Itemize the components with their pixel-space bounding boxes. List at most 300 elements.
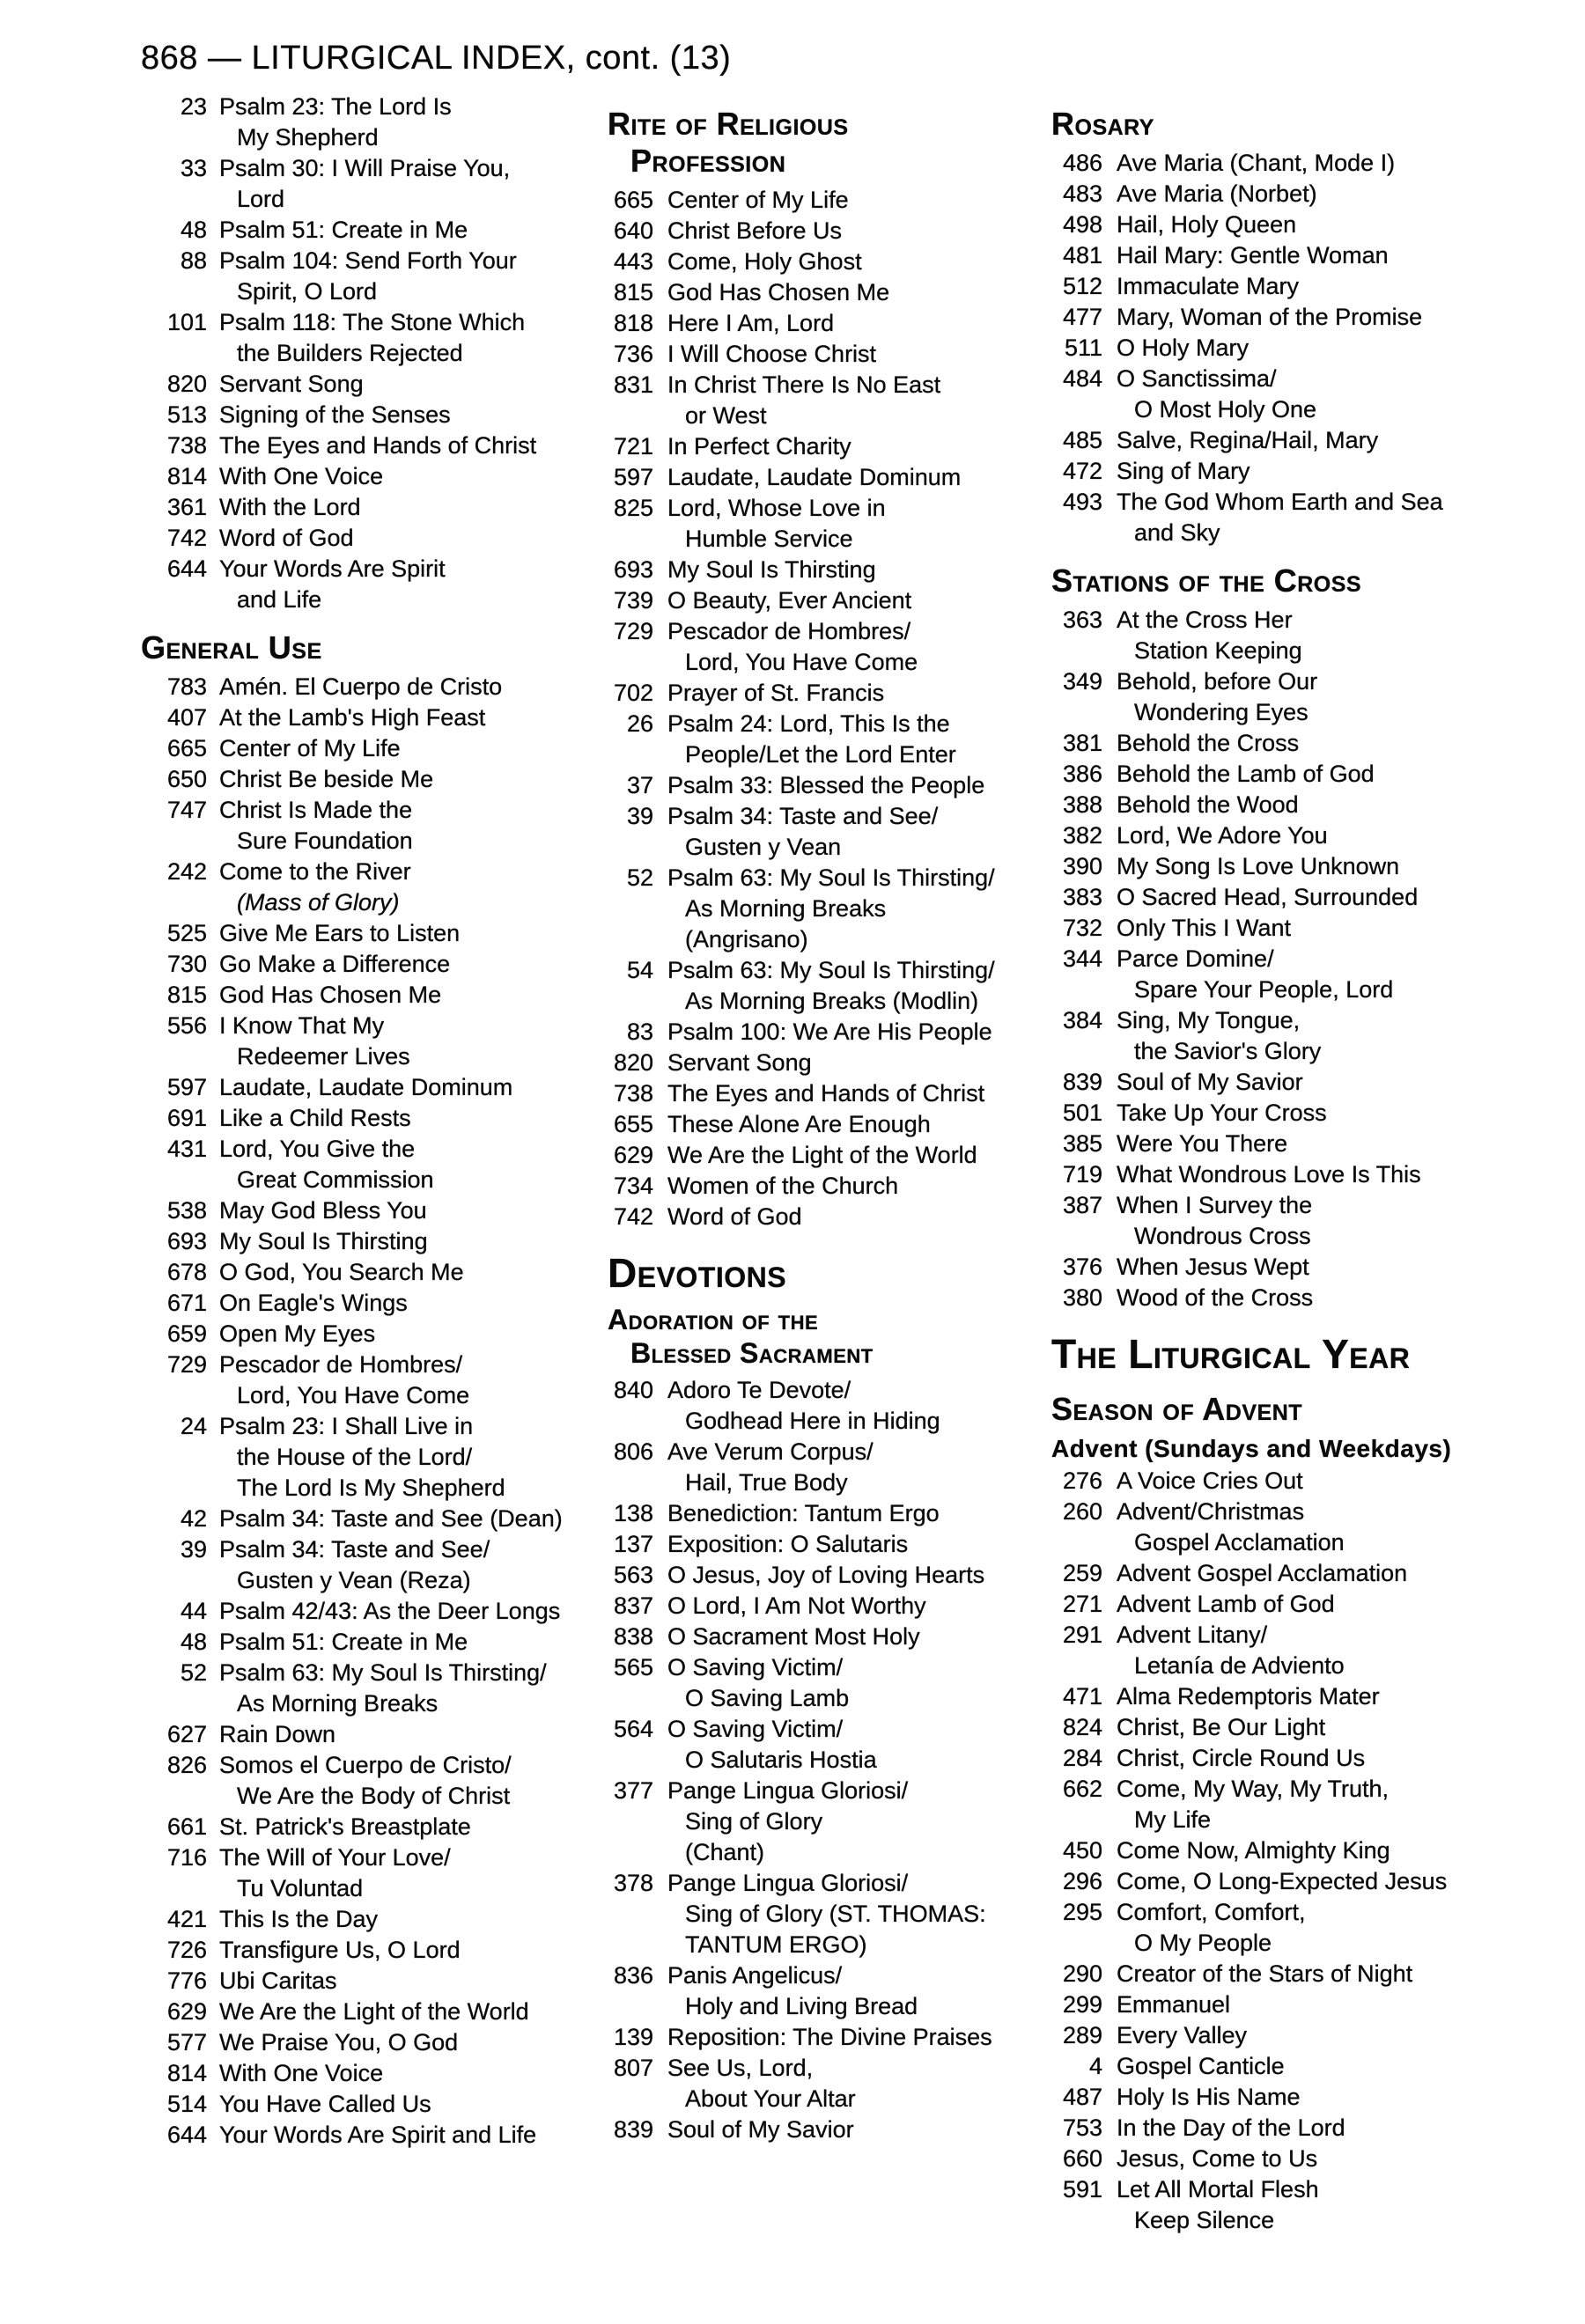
hymn-title (219, 1504, 563, 1534)
hymn-title-line: Pescador de Hombres/ (667, 618, 911, 644)
index-entry (1051, 820, 1580, 851)
hymn-title-line: Salve, Regina/Hail, Mary (1117, 427, 1379, 453)
index-entry (141, 369, 608, 400)
hymn-title (667, 678, 884, 709)
hymn-title (1117, 913, 1291, 944)
hymn-title (219, 2058, 383, 2089)
index-entry (141, 1997, 608, 2027)
index-entry (1051, 851, 1580, 882)
hymn-title (1117, 1897, 1306, 1959)
index-entry (1051, 666, 1580, 728)
index-entry (1051, 1897, 1580, 1959)
index-entry (608, 863, 1051, 955)
hymn-title (1117, 1129, 1287, 1159)
hymn-number: 511 (1064, 335, 1102, 361)
hymn-number: 386 (1062, 761, 1102, 787)
index-entry (1051, 1620, 1580, 1681)
hymn-number: 525 (166, 920, 207, 946)
hymn-title (1117, 302, 1422, 333)
index-entry (1051, 1774, 1580, 1835)
hymn-number: 514 (166, 2091, 207, 2117)
hymn-title (667, 246, 862, 277)
index-entry (608, 1437, 1051, 1498)
hymn-title-line: Jesus, Come to Us (1117, 2145, 1318, 2172)
hymn-number: 52 (180, 1659, 207, 1686)
index-entry (141, 307, 608, 369)
hymn-number: 431 (166, 1136, 207, 1162)
hymn-title-line: Keep Silence (1134, 2207, 1275, 2233)
column-3 (1051, 92, 1580, 2236)
hymn-title-line: Psalm 33: Blessed the People (667, 772, 985, 798)
hymn-title-line: Word of God (667, 1203, 802, 1230)
index-entry (1051, 425, 1580, 456)
hymn-title (1117, 1712, 1325, 1743)
index-entry (608, 2053, 1051, 2114)
hymn-number: 776 (166, 1967, 207, 1994)
hymn-title-line: TANTUM ERGO) (685, 1931, 867, 1958)
hymn-title-line: Comfort, Comfort, (1117, 1899, 1306, 1925)
hymn-title-line: Signing of the Senses (219, 401, 451, 428)
hymn-title (219, 461, 383, 492)
hymn-number: 691 (166, 1105, 207, 1131)
hymn-title-line: Psalm 51: Create in Me (219, 1629, 468, 1655)
index-entry (608, 1714, 1051, 1776)
hymn-title-line: These Alone Are Enough (667, 1111, 931, 1137)
hymn-number: 732 (1062, 915, 1102, 941)
hymn-number: 721 (613, 433, 653, 460)
hymn-title-line: Parce Domine/ (1117, 945, 1274, 972)
hymn-title (219, 1319, 375, 1350)
hymn-number: 484 (1062, 365, 1102, 392)
hymn-number: 702 (613, 680, 653, 706)
hymn-title-line: In Perfect Charity (667, 433, 851, 460)
hymn-number: 512 (1062, 273, 1102, 299)
hymn-title (667, 216, 842, 246)
hymn-title (1117, 1866, 1447, 1897)
hymn-number: 501 (1062, 1099, 1102, 1126)
index-entry (1051, 2113, 1580, 2144)
hymn-number: 137 (613, 1531, 653, 1557)
hymn-title-line: Adoro Te Devote/ (667, 1377, 851, 1403)
hymn-title-line: Come, Holy Ghost (667, 248, 862, 275)
hymn-title-line: Psalm 100: We Are His People (667, 1019, 992, 1045)
hymn-title (1117, 1681, 1380, 1712)
index-entry (1051, 913, 1580, 944)
hymn-number: 24 (180, 1413, 207, 1439)
page-header: 868 — LITURGICAL INDEX, cont. (13) (141, 40, 732, 77)
hymn-title (667, 863, 995, 955)
hymn-title-line: Sing, My Tongue, (1117, 1007, 1301, 1033)
index-entry (608, 1017, 1051, 1048)
index-entry (1051, 333, 1580, 364)
hymn-number: 738 (613, 1080, 653, 1107)
hymn-title-line: St. Patrick's Breastplate (219, 1813, 471, 1840)
hymn-title-line: Come, My Way, My Truth, (1117, 1776, 1390, 1802)
index-entry (1051, 1129, 1580, 1159)
hymn-title (219, 1750, 512, 1812)
hymn-title (219, 1072, 512, 1103)
hymn-title (219, 1997, 529, 2027)
hymn-number: 477 (1062, 304, 1102, 330)
hymn-number: 83 (626, 1019, 653, 1045)
index-entry (141, 2058, 608, 2089)
hymn-number: 839 (1062, 1069, 1102, 1095)
index-entry (141, 1288, 608, 1319)
section-heading (1051, 106, 1580, 143)
hymn-number: 387 (1062, 1192, 1102, 1218)
hymn-title-line: O Saving Victim/ (667, 1654, 844, 1680)
index-entry (608, 462, 1051, 493)
hymn-number: 693 (613, 556, 653, 583)
hymn-title-line: Like a Child Rests (219, 1105, 411, 1131)
hymn-title-line: When Jesus Wept (1117, 1254, 1309, 1280)
index-entry (141, 1904, 608, 1935)
hymn-title-line: Advent Lamb of God (1117, 1591, 1335, 1617)
index-entry (608, 2114, 1051, 2145)
hymn-title-line: Psalm 42/43: As the Deer Longs (219, 1598, 561, 1624)
hymn-title-line: Mary, Woman of the Promise (1117, 304, 1423, 330)
index-entry (1051, 2082, 1580, 2113)
index-entry (608, 1652, 1051, 1714)
hymn-title-line: O Beauty, Ever Ancient (667, 587, 912, 614)
index-entry (608, 1960, 1051, 2022)
hymn-number: 344 (1062, 945, 1102, 972)
hymn-title-line: Were You There (1117, 1130, 1288, 1157)
index-entry (608, 1109, 1051, 1140)
hymn-title (1117, 1959, 1412, 1989)
hymn-number: 738 (166, 432, 207, 459)
index-entry (1051, 456, 1580, 487)
index-entry (1051, 1712, 1580, 1743)
hymn-title-line: With One Voice (219, 2060, 384, 2086)
hymn-number: 826 (166, 1752, 207, 1778)
index-entry (141, 492, 608, 523)
hymn-title-line: O Sanctissima/ (1117, 365, 1277, 392)
index-entry (608, 1776, 1051, 1868)
index-entry (1051, 1989, 1580, 2020)
hymn-title-line: God Has Chosen Me (667, 279, 890, 305)
hymn-title-line: As Morning Breaks (Modlin) (685, 988, 979, 1014)
hymn-title-line: Come, O Long-Expected Jesus (1117, 1868, 1448, 1894)
hymn-title (219, 1411, 505, 1504)
index-entry (1051, 271, 1580, 302)
index-entry (608, 370, 1051, 431)
index-entry (1051, 605, 1580, 666)
hymn-title (1117, 790, 1299, 820)
heading-line: Devotions (608, 1250, 787, 1296)
hymn-number: 597 (613, 464, 653, 490)
hymn-title-line: the Builders Rejected (237, 340, 463, 366)
hymn-number: 742 (613, 1203, 653, 1230)
hymn-title (1117, 2174, 1319, 2236)
hymn-title (1117, 333, 1249, 364)
index-entry (608, 277, 1051, 308)
hymn-title (667, 955, 995, 1017)
hymn-title (219, 2089, 431, 2120)
hymn-title (1117, 1067, 1303, 1098)
hymn-title (219, 215, 468, 246)
hymn-title-line: Psalm 51: Create in Me (219, 217, 468, 243)
hymn-title-line: Ubi Caritas (219, 1967, 337, 1994)
hymn-title-line: Psalm 63: My Soul Is Thirsting/ (667, 864, 995, 891)
hymn-title (219, 1842, 451, 1904)
hymn-title-line: Christ Is Made the (219, 797, 413, 823)
hymn-title-line: Tu Voluntad (237, 1875, 364, 1901)
hymn-title-line: What Wondrous Love Is This (1117, 1161, 1421, 1188)
hymn-title-line: Hail, True Body (685, 1469, 848, 1496)
section-heading (1051, 1391, 1580, 1428)
hymn-title (1117, 1005, 1321, 1067)
hymn-title (1117, 1190, 1312, 1252)
index-entry (141, 1658, 608, 1719)
hymn-number: 259 (1062, 1560, 1102, 1586)
index-entry (141, 1134, 608, 1195)
hymn-title (667, 462, 961, 493)
hymn-number: 485 (1062, 427, 1102, 453)
hymn-title (1117, 2051, 1285, 2082)
hymn-title-line: Behold, before Our (1117, 668, 1318, 695)
index-entry (141, 554, 608, 615)
hymn-title-line: Pange Lingua Gloriosi/ (667, 1870, 909, 1896)
hymn-number: 824 (1062, 1714, 1102, 1740)
hymn-title (219, 2120, 536, 2151)
hymn-title-line: Christ, Be Our Light (1117, 1714, 1326, 1740)
hymn-number: 818 (613, 310, 653, 336)
hymn-number: 4 (1088, 2053, 1102, 2079)
hymn-title-line: The Eyes and Hands of Christ (667, 1080, 985, 1107)
hymn-title (1117, 820, 1328, 851)
hymn-title (219, 554, 446, 615)
heading-line: Blessed Sacrament (630, 1337, 874, 1369)
hymn-title-line: Behold the Lamb of God (1117, 761, 1375, 787)
index-entry (608, 801, 1051, 863)
hymn-title (1117, 210, 1296, 240)
hymn-number: 815 (166, 982, 207, 1008)
index-entry (1051, 240, 1580, 271)
hymn-title (1117, 1989, 1230, 2020)
index-entry (141, 215, 608, 246)
hymn-number: 44 (180, 1598, 207, 1624)
hymn-number: 498 (1062, 211, 1102, 238)
section-heading (1051, 563, 1580, 599)
index-entry (141, 523, 608, 554)
hymn-title (667, 1960, 918, 2022)
hymn-title-line: Give Me Ears to Listen (219, 920, 461, 946)
hymn-title-line: The God Whom Earth and Sea (1117, 489, 1443, 515)
hymn-title-line: Advent Litany/ (1117, 1622, 1268, 1648)
hymn-title-line: (Chant) (685, 1839, 765, 1865)
hymn-title-line: O Lord, I Am Not Worthy (667, 1592, 926, 1619)
index-entry (141, 2120, 608, 2151)
hymn-number: 678 (166, 1259, 207, 1285)
hymn-title (1117, 1098, 1327, 1129)
hymn-number: 734 (613, 1173, 653, 1199)
hymn-title-line: This Is the Day (219, 1906, 379, 1932)
hymn-number: 39 (626, 803, 653, 829)
hymn-number: 54 (626, 957, 653, 983)
hymn-title-line: Psalm 23: I Shall Live in (219, 1413, 474, 1439)
hymn-number: 836 (613, 1962, 653, 1989)
hymn-title-line: People/Let the Lord Enter (685, 741, 956, 768)
index-entry (1051, 1098, 1580, 1129)
hymn-title-line: My Shepherd (237, 124, 379, 151)
index-entry (608, 339, 1051, 370)
hymn-title (667, 493, 886, 555)
index-entry (608, 1375, 1051, 1437)
hymn-number: 138 (613, 1500, 653, 1526)
hymn-title (1117, 1558, 1407, 1589)
hymn-title-line: (Mass of Glory) (237, 889, 400, 916)
hymn-number: 629 (613, 1142, 653, 1168)
index-entry (608, 770, 1051, 801)
hymn-number: 284 (1062, 1745, 1102, 1771)
hymn-number: 299 (1062, 1991, 1102, 2018)
hymn-number: 33 (180, 155, 207, 181)
hymn-title-line: Great Commission (237, 1166, 434, 1193)
index-entry (608, 246, 1051, 277)
hymn-title-line: Laudate, Laudate Dominum (219, 1074, 513, 1100)
section-heading (608, 106, 1051, 180)
hymn-title-line: A Voice Cries Out (1117, 1467, 1303, 1494)
hymn-title-line: Behold the Cross (1117, 730, 1300, 756)
hymn-title-line: Alma Redemptoris Mater (1117, 1683, 1380, 1710)
heading-line: General Use (141, 629, 322, 666)
hymn-title-line: Let All Mortal Flesh (1117, 2176, 1319, 2203)
index-entry (141, 92, 608, 153)
hymn-title-line: O Jesus, Joy of Loving Hearts (667, 1562, 985, 1588)
hymn-title-line: On Eagle's Wings (219, 1290, 408, 1316)
hymn-title-line: At the Lamb's High Feast (219, 704, 486, 731)
index-entry (1051, 210, 1580, 240)
index-entry (1051, 944, 1580, 1005)
hymn-number: 815 (613, 279, 653, 305)
hymn-title (667, 801, 938, 863)
hymn-number: 565 (613, 1654, 653, 1680)
hymn-title (1117, 2113, 1345, 2144)
liturgical-index-page (0, 39, 1585, 2324)
hymn-number: 380 (1062, 1284, 1102, 1311)
hymn-title-line: Psalm 34: Taste and See/ (219, 1536, 490, 1563)
hymn-title-line: Every Valley (1117, 2022, 1248, 2048)
hymn-title (667, 2022, 992, 2053)
index-entry (141, 2027, 608, 2058)
hymn-number: 295 (1062, 1899, 1102, 1925)
hymn-number: 487 (1062, 2084, 1102, 2110)
index-entry (141, 1011, 608, 1072)
hymn-title-line: and Life (237, 586, 322, 613)
hymn-title (667, 431, 851, 462)
hymn-title (667, 770, 984, 801)
hymn-number: 296 (1062, 1868, 1102, 1894)
hymn-title (1117, 2020, 1247, 2051)
hymn-title (1117, 728, 1299, 759)
hymn-number: 814 (166, 2060, 207, 2086)
index-entry (141, 918, 608, 949)
index-entry (141, 1072, 608, 1103)
hymn-title (667, 1529, 908, 1560)
hymn-title (1117, 1497, 1345, 1558)
hymn-title (1117, 666, 1317, 728)
hymn-title-line: Redeemer Lives (237, 1043, 410, 1070)
hymn-title (219, 857, 411, 918)
index-entry (141, 1812, 608, 1842)
hymn-number: 443 (613, 248, 653, 275)
hymn-title-line: Your Words Are Spirit and Life (219, 2122, 537, 2148)
hymn-title-line: Amén. El Cuerpo de Cristo (219, 673, 503, 700)
hymn-number: 837 (613, 1592, 653, 1619)
subsection-heading (608, 1303, 1051, 1370)
index-entry (608, 1078, 1051, 1109)
index-entry (1051, 1252, 1580, 1283)
hymn-title-line: Advent/Christmas (1117, 1498, 1305, 1525)
hymn-title-line: Prayer of St. Francis (667, 680, 885, 706)
hymn-title-line: Wondering Eyes (1134, 699, 1309, 725)
hymn-title (667, 1560, 984, 1591)
hymn-title-line: or West (685, 402, 767, 429)
hymn-title-line: O Most Holy One (1134, 396, 1317, 423)
hymn-title (219, 1350, 469, 1411)
hymn-title-line: Psalm 118: The Stone Which (219, 309, 526, 335)
hymn-title-line: You Have Called Us (219, 2091, 431, 2117)
hymn-title-line: May God Bless You (219, 1197, 427, 1224)
hymn-title-line: Lord (237, 186, 285, 212)
hymn-title-line: Come Now, Almighty King (1117, 1837, 1390, 1864)
index-entry (141, 1319, 608, 1350)
index-entry (608, 493, 1051, 555)
hymn-title-line: Somos el Cuerpo de Cristo/ (219, 1752, 512, 1778)
index-entry (141, 672, 608, 702)
hymn-title (667, 185, 849, 216)
hymn-title-line: With the Lord (219, 494, 361, 520)
hymn-title-line: My Life (1134, 1806, 1212, 1833)
hymn-title (667, 1652, 849, 1714)
hymn-title-line: Wondrous Cross (1134, 1223, 1311, 1249)
hymn-title (667, 1714, 877, 1776)
hymn-title-line: Gusten y Vean (Reza) (237, 1567, 471, 1593)
hymn-title (219, 1658, 547, 1719)
index-entry (1051, 759, 1580, 790)
hymn-title-line: Emmanuel (1117, 1991, 1231, 2018)
hymn-number: 363 (1062, 607, 1102, 633)
hymn-number: 407 (166, 704, 207, 731)
hymn-title-line: I Will Choose Christ (667, 341, 877, 367)
index-entry (608, 1202, 1051, 1232)
hymn-title (667, 2053, 856, 2114)
hymn-title-line: Soul of My Savior (1117, 1069, 1303, 1095)
index-entry (608, 1591, 1051, 1622)
hymn-number: 42 (180, 1505, 207, 1532)
column-1 (141, 92, 608, 2151)
index-entry (608, 1622, 1051, 1652)
index-entry (608, 431, 1051, 462)
hymn-title (667, 2114, 854, 2145)
heading-line: Advent (Sundays and Weekdays) (1051, 1435, 1452, 1462)
index-entry (141, 857, 608, 918)
hymn-title (219, 1011, 410, 1072)
index-entry (608, 1498, 1051, 1529)
hymn-title-line: Soul of My Savior (667, 2116, 854, 2143)
hymn-title (667, 1498, 940, 1529)
hymn-title-line: We Are the Body of Christ (237, 1783, 511, 1809)
hymn-title-line: Servant Song (667, 1049, 812, 1076)
hymn-number: 384 (1062, 1007, 1102, 1033)
major-heading (1051, 1331, 1580, 1377)
hymn-title-line: The Eyes and Hands of Christ (219, 432, 537, 459)
hymn-title (667, 1171, 898, 1202)
hymn-title-line: Christ Be beside Me (219, 766, 434, 792)
hymn-title-line: Sing of Glory (ST. THOMAS: (685, 1901, 986, 1927)
hymn-title (219, 1257, 464, 1288)
